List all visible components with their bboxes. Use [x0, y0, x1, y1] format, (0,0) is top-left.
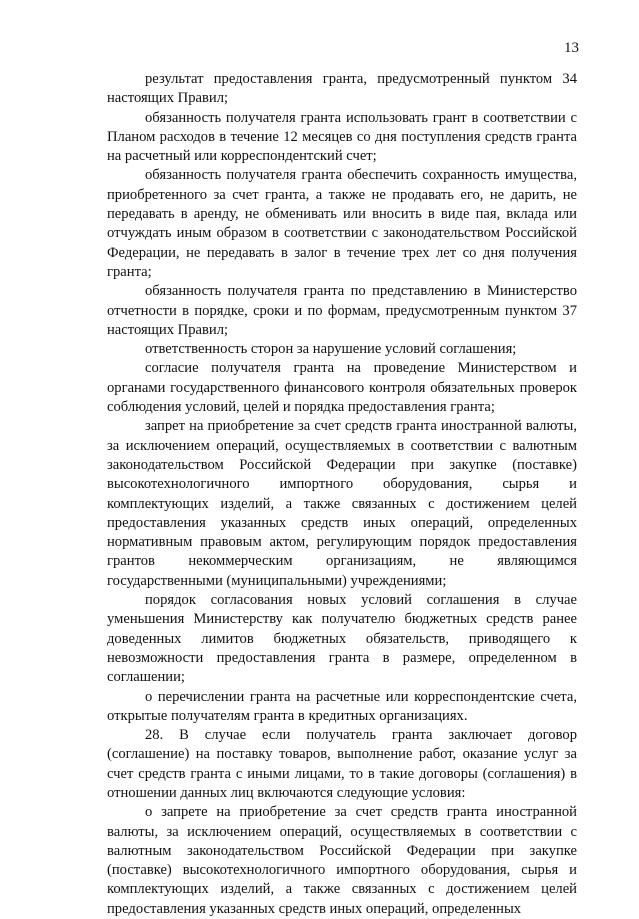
paragraph: обязанность получателя гранта по представлению в Министерство отчетности в порядке, сроки и по формам, предусмотренным пунктом 37 настоящих Правил; — [107, 283, 577, 338]
paragraph: о перечислении гранта на расчетные или корреспондентские счета, открытые получателям гранта в кредитных организациях. — [107, 688, 577, 724]
paragraph: обязанность получателя гранта обеспечить сохранность имущества, приобретенного за счет гранта, а также не продавать его, не дарить, не передавать в аренду, не обменивать или вносить в виде пая, вклада или отчуждать иным образом в соответствии с законодательством Российской Федерации, не передавать в залог в течение трех лет со дня получения гранта; — [107, 167, 577, 280]
paragraph: ответственность сторон за нарушение условий соглашения; — [145, 341, 517, 358]
page-number: 13 — [564, 40, 579, 56]
paragraph: порядок согласования новых условий соглашения в случае уменьшения Министерству как получателю бюджетных средств ранее доведенных лимитов бюджетных обязательств, приводящего к невозможности предоставления гранта в размере, определенном в соглашении; — [107, 592, 577, 686]
paragraph: согласие получателя гранта на проведение Министерством и органами государственного финансового контроля обязательных проверок соблюдения условий, целей и порядка предоставления гранта; — [107, 360, 577, 416]
paragraph: о запрете на приобретение за счет средств гранта иностранной валюты, за исключением операций, осуществляемых в соответствии с валютным законодательством Российской Федерации при закупке (поставке) высокотехнологичного импортного оборудования, сырья и комплектующих изделий, а также связанных с достижением целей предоставления указанных средств иных операций, определенных — [107, 804, 577, 917]
paragraph: результат предоставления гранта, предусмотренный пунктом 34 настоящих Правил; — [107, 71, 577, 107]
document-body — [107, 70, 577, 919]
paragraph: обязанность получателя гранта использовать грант в соответствии с Планом расходов в течение 12 месяцев со дня поступления средств гранта на расчетный или корреспондентский счет; — [107, 109, 577, 165]
paragraph: запрет на приобретение за счет средств гранта иностранной валюты, за исключением операций, осуществляемых в соответствии с валютным законодательством Российской Федерации при закупке (поставке) высокотехнологичного импортного оборудования, сырья и комплектующих изделий, а также связанных с достижением целей предоставления указанных средств иных операций, определенных нормативным правовым актом, регулирующим порядок предоставления грантов некоммерческим организациям, не являющимся государственными (муниципальными) учреждениями; — [107, 418, 577, 589]
paragraph: 28. В случае если получатель гранта заключает договор (соглашение) на поставку товаров, выполнение работ, оказание услуг за счет средств гранта с иными лицами, то в такие договоры (соглашения) в отношении данных лиц включаются следующие условия: — [107, 727, 577, 801]
